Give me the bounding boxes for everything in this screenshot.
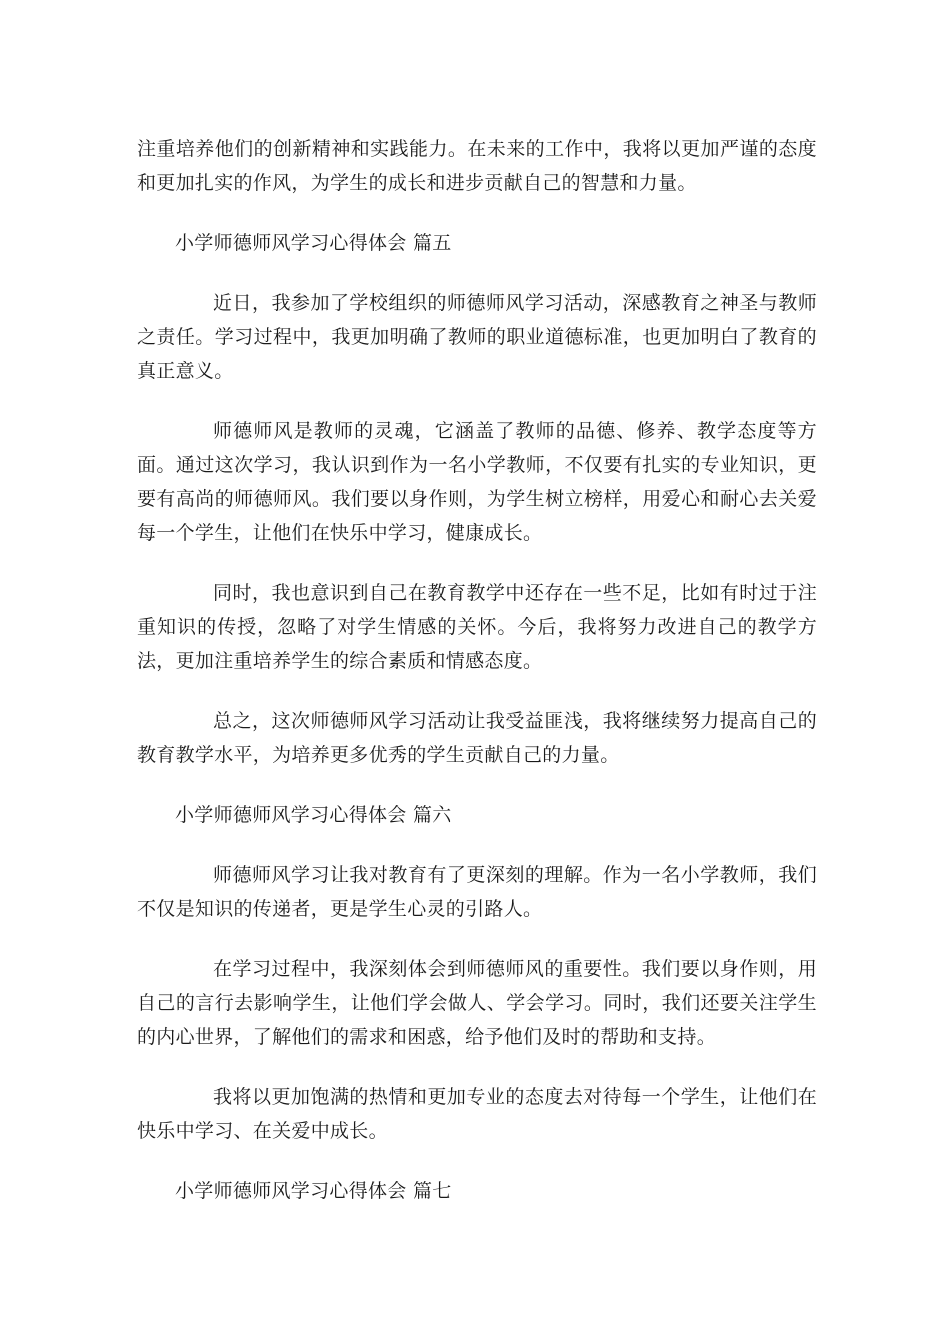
paragraph-5-4: 总之，这次师德师风学习活动让我受益匪浅，我将继续努力提高自己的教育教学水平，为培养更多优秀的学生贡献自己的力量。 — [137, 710, 817, 766]
paragraph-continued: 注重培养他们的创新精神和实践能力。在未来的工作中，我将以更加严谨的态度和更加扎实的作风，为学生的成长和进步贡献自己的智慧和力量。 — [137, 138, 817, 194]
document-page — [137, 132, 817, 1208]
paragraph-5-2: 师德师风是教师的灵魂，它涵盖了教师的品德、修养、教学态度等方面。通过这次学习，我认识到作为一名小学教师，不仅要有扎实的专业知识，更要有高尚的师德师风。我们要以身作则，为学生树立榜样，用爱心和耐心去关爱每一个学生，让他们在快乐中学习，健康成长。 — [137, 420, 817, 544]
paragraph-5-3: 同时，我也意识到自己在教育教学中还存在一些不足，比如有时过于注重知识的传授，忽略了对学生情感的关怀。今后，我将努力改进自己的教学方法，更加注重培养学生的综合素质和情感态度。 — [137, 582, 817, 672]
paragraph-5-1: 近日，我参加了学校组织的师德师风学习活动，深感教育之神圣与教师之责任。学习过程中，我更加明确了教师的职业道德标准，也更加明白了教育的真正意义。 — [137, 292, 817, 382]
paragraph-6-1: 师德师风学习让我对教育有了更深刻的理解。作为一名小学教师，我们不仅是知识的传递者，更是学生心灵的引路人。 — [137, 864, 817, 920]
paragraph-6-3: 我将以更加饱满的热情和更加专业的态度去对待每一个学生，让他们在快乐中学习、在关爱中成长。 — [137, 1086, 817, 1142]
section-heading-5: 小学师德师风学习心得体会 篇五 — [175, 232, 452, 254]
section-heading-6: 小学师德师风学习心得体会 篇六 — [175, 804, 452, 826]
section-heading-7: 小学师德师风学习心得体会 篇七 — [175, 1180, 452, 1202]
paragraph-6-2: 在学习过程中，我深刻体会到师德师风的重要性。我们要以身作则，用自己的言行去影响学生，让他们学会做人、学会学习。同时，我们还要关注学生的内心世界，了解他们的需求和困惑，给予他们及时的帮助和支持。 — [137, 958, 817, 1048]
